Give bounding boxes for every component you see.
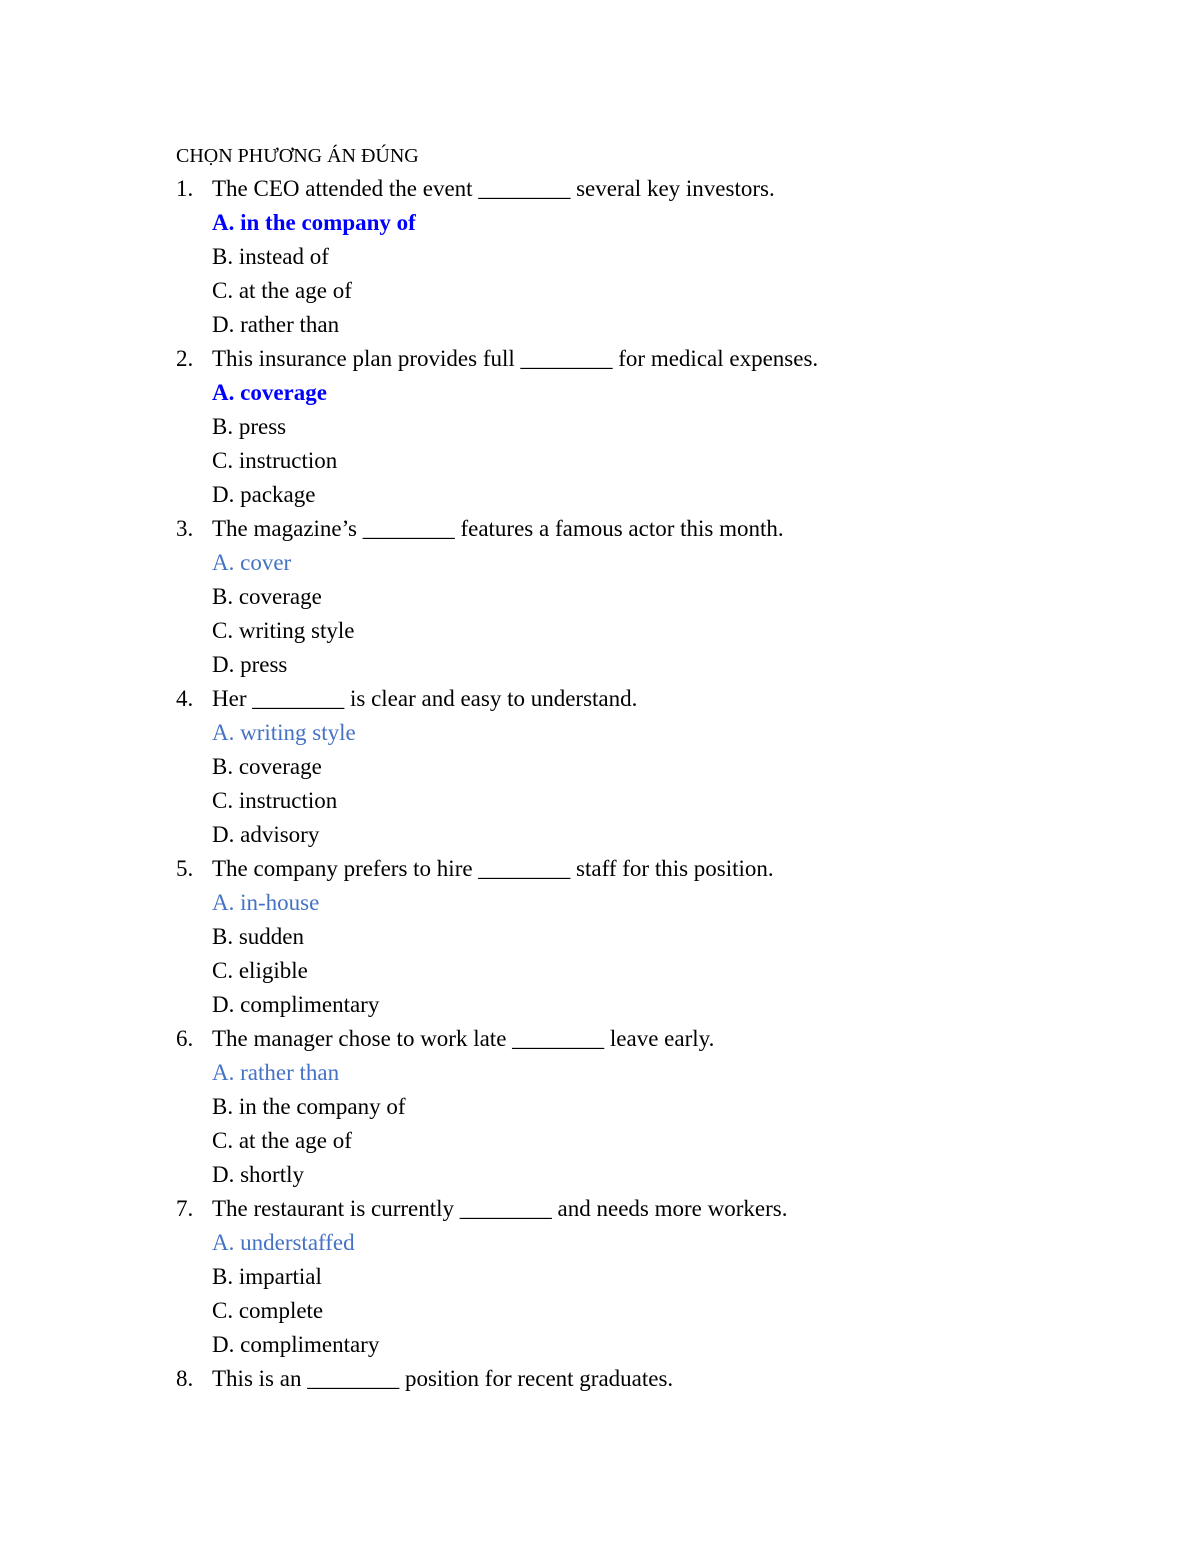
question-number: 4. xyxy=(176,686,194,711)
answer-option-correct: A. writing style xyxy=(212,720,356,745)
answer-option: C. complete xyxy=(212,1298,324,1323)
question-8 xyxy=(176,1362,1076,1396)
question-number: 6. xyxy=(176,1026,194,1051)
answer-option: D. complimentary xyxy=(212,992,380,1017)
answer-option: B. press xyxy=(212,414,287,439)
answer-option: D. package xyxy=(212,482,316,507)
question-4 xyxy=(176,682,1076,852)
question-text: This insurance plan provides full ________ for medical expenses. xyxy=(212,346,819,371)
answer-option: C. instruction xyxy=(212,788,338,813)
answer-option-correct: A. in the company of xyxy=(212,210,416,235)
answer-option-correct: A. cover xyxy=(212,550,292,575)
answer-option-correct: A. rather than xyxy=(212,1060,340,1085)
question-stem xyxy=(176,1192,1076,1226)
question-number: 7. xyxy=(176,1196,194,1221)
question-list xyxy=(176,172,1076,1396)
question-text: Her ________ is clear and easy to understand. xyxy=(212,686,638,711)
question-stem xyxy=(176,852,1076,886)
answer-option-correct: A. in-house xyxy=(212,890,320,915)
question-stem xyxy=(176,682,1076,716)
answer-option: D. advisory xyxy=(212,822,320,847)
question-number: 2. xyxy=(176,346,194,371)
answer-option: C. eligible xyxy=(212,958,308,983)
question-text: The restaurant is currently ________ and needs more workers. xyxy=(212,1196,788,1221)
answer-option: B. coverage xyxy=(212,754,322,779)
answer-option: C. at the age of xyxy=(212,278,352,303)
question-number: 5. xyxy=(176,856,194,881)
question-1 xyxy=(176,172,1076,342)
answer-option: D. shortly xyxy=(212,1162,304,1187)
question-stem xyxy=(176,1022,1076,1056)
question-stem xyxy=(176,1362,1076,1396)
answer-option: D. press xyxy=(212,652,288,677)
page-title: CHỌN PHƯƠNG ÁN ĐÚNG xyxy=(176,145,419,167)
question-3 xyxy=(176,512,1076,682)
question-text: The CEO attended the event ________ several key investors. xyxy=(212,176,775,201)
question-text: The manager chose to work late ________ leave early. xyxy=(212,1026,715,1051)
question-number: 3. xyxy=(176,516,194,541)
question-2 xyxy=(176,342,1076,512)
question-text: This is an ________ position for recent graduates. xyxy=(212,1366,674,1391)
answer-option: B. sudden xyxy=(212,924,304,949)
answer-option: B. instead of xyxy=(212,244,329,269)
question-6 xyxy=(176,1022,1076,1192)
question-7 xyxy=(176,1192,1076,1362)
question-stem xyxy=(176,172,1076,206)
answer-option-correct: A. understaffed xyxy=(212,1230,355,1255)
question-5 xyxy=(176,852,1076,1022)
answer-option: B. in the company of xyxy=(212,1094,406,1119)
answer-option: C. at the age of xyxy=(212,1128,352,1153)
answer-option: B. impartial xyxy=(212,1264,322,1289)
question-text: The company prefers to hire ________ staff for this position. xyxy=(212,856,774,881)
answer-option: D. complimentary xyxy=(212,1332,380,1357)
question-stem xyxy=(176,342,1076,376)
answer-option: C. instruction xyxy=(212,448,338,473)
answer-option: B. coverage xyxy=(212,584,322,609)
question-text: The magazine’s ________ features a famous actor this month. xyxy=(212,516,784,541)
question-number: 1. xyxy=(176,176,194,201)
answer-option: C. writing style xyxy=(212,618,355,643)
answer-option: D. rather than xyxy=(212,312,340,337)
question-number: 8. xyxy=(176,1366,194,1391)
question-stem xyxy=(176,512,1076,546)
answer-option-correct: A. coverage xyxy=(212,380,327,405)
